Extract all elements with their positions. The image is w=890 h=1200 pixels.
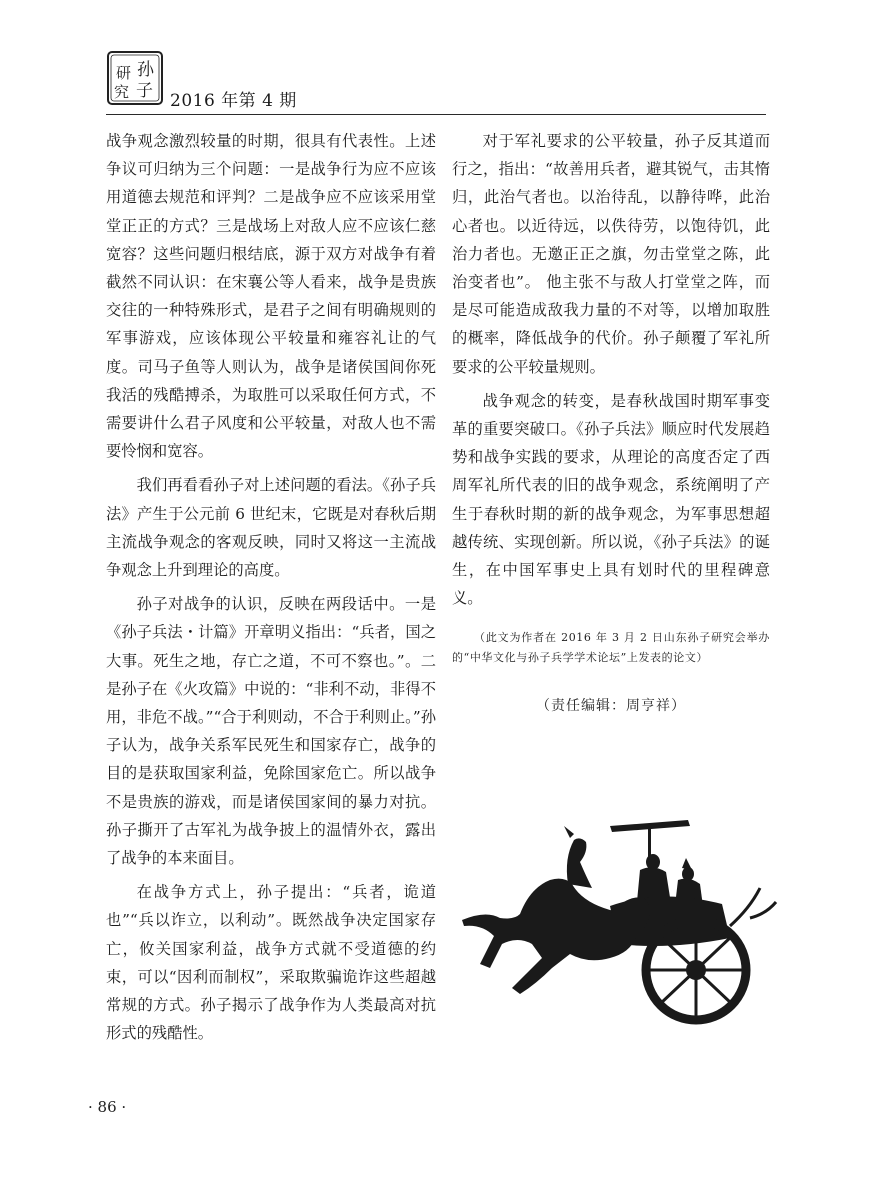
paragraph: 在战争方式上，孙子提出：“兵者，诡道也”“兵以诈立，以利动”。既然战争决定国家存亡，攸关国家利益，战争方式就不受道德的约束，可以“因利而制权”，采取欺骗诡诈这些超越常规的方式。孙子揭示了战争作为人类最高对抗形式的残酷性。 — [106, 883, 436, 1043]
right-column — [452, 127, 770, 721]
editor-credit: （责任编辑：周亨祥） — [536, 698, 686, 715]
svg-text:孙: 孙 — [137, 60, 154, 80]
left-column — [106, 127, 436, 1048]
page-number: · 86 · — [88, 1098, 127, 1116]
svg-text:子: 子 — [136, 81, 153, 101]
paragraph: 战争观念的转变，是春秋战国时期军事变革的重要突破口。《孙子兵法》顺应时代发展趋势和战争实践的要求，从理论的高度否定了西周军礼所代表的旧的战争观念，系统阐明了产生于春秋时期的新的战争观念，为军事思想超越传统、实现创新。所以说，《孙子兵法》的诞生，在中国军事史上具有划时代的里程碑意义。 — [452, 391, 770, 608]
chariot-illustration — [460, 818, 782, 1034]
paragraph: 战争观念激烈较量的时期，很具有代表性。上述争议可归纳为三个问题：一是战争行为应不应该用道德去规范和评判？二是战争应不应该采用堂堂正正的方式？三是战场上对敌人应不应该仁慈宽容？这些问题归根结底，源于双方对战争有着截然不同认识：在宋襄公等人看来，战争是贵族交往的一种特殊形式，是君子之间有明确规则的军事游戏，应该体现公平较量和雍容礼让的气度。司马子鱼等人则认为，战争是诸侯国间你死我活的残酷搏杀，为取胜可以采取任何方式，不需要讲什么君子风度和公平较量，对敌人也不需要怜悯和宽容。 — [106, 132, 436, 461]
paragraph: 孙子对战争的认识，反映在两段话中。一是《孙子兵法・计篇》开章明义指出：“兵者，国之大事。死生之地，存亡之道，不可不察也。”。二是孙子在《火攻篇》中说的：“非利不动，非得不用，非危不战。”“合于利则动，不合于利则止。”孙子认为，战争关系军民死生和国家存亡，战争的目的是获取国家利益，免除国家危亡。所以战争不是贵族的游戏，而是诸侯国家间的暴力对抗。孙子撕开了古军礼为战争披上的温情外衣，露出了战争的本来面目。 — [106, 595, 436, 868]
header-rule — [106, 114, 766, 115]
page-header — [0, 0, 890, 120]
seal-logo-icon — [106, 50, 164, 106]
journal-logo — [106, 50, 164, 106]
issue-label: 2016 年第 4 期 — [170, 91, 297, 111]
svg-text:研: 研 — [116, 64, 132, 82]
author-note: （此文为作者在 2016 年 3 月 2 日山东孙子研究会举办的“中华文化与孙子兵学学术论坛”上发表的论文） — [452, 631, 770, 665]
paragraph: 我们再看看孙子对上述问题的看法。《孙子兵法》产生于公元前 6 世纪末，它既是对春秋后期主流战争观念的客观反映，同时又将这一主流战争观念上升到理论的高度。 — [106, 476, 436, 580]
svg-text:究: 究 — [114, 83, 130, 101]
horse-chariot-icon — [460, 818, 782, 1034]
paragraph: 对于军礼要求的公平较量，孙子反其道而行之，指出：“故善用兵者，避其锐气，击其惰归，此治气者也。以治待乱，以静待哗，此治心者也。以近待远，以佚待劳，以饱待饥，此治力者也。无邀正正之旗，勿击堂堂之陈，此治变者也”。 他主张不与敌人打堂堂之阵，而是尽可能造成敌我力量的不对等，以增加取胜的概率，降低战争的代价。孙子颠覆了军礼所要求的公平较量规则。 — [452, 132, 770, 376]
